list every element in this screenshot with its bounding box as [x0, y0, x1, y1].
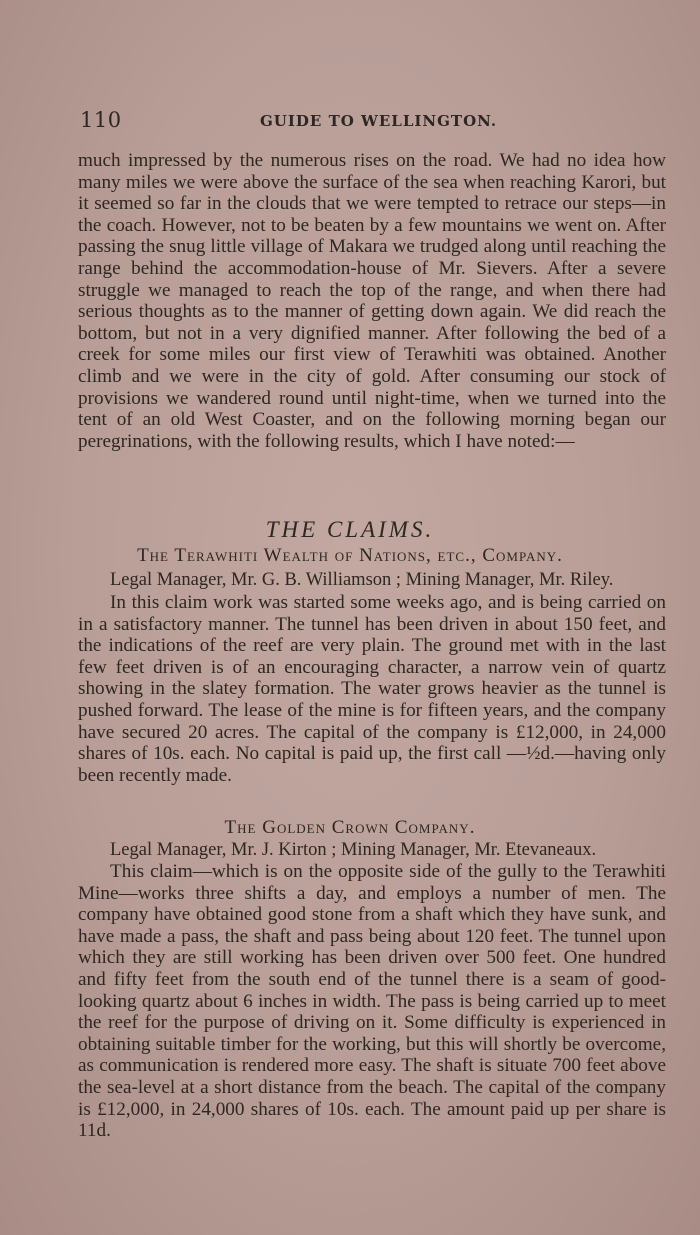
company-title-terawhiti: The Terawhiti Wealth of Nations, etc., Company. [137, 545, 563, 566]
page-header [80, 108, 600, 136]
company-title-golden-crown: The Golden Crown Company. [224, 817, 476, 838]
company-body-golden-crown: This claim—which is on the opposite side of the gully to the Terawhiti Mine—works three shifts a day, and employs a number of men. The company have obtained good stone from a shaft which they have sunk, and have made a pass, the shaft and pass being about 120 feet. The tunnel upon which they are still working has been driven over 500 feet. One hundred and fifty feet from the south end of the tunnel there is a seam of good-looking quartz about 6 inches in width. The pass is being carried up to meet the reef for the purpose of driving on it. Some difficulty is experienced in obtaining suitable timber for the working, but this will shortly be overcome, as communication is rendered more easy. The shaft is situate 700 feet above the sea-level at a short distance from the beach. The capital of the company is £12,000, in 24,000 shares of 10s. each. The amount paid up per share is 11d. [78, 861, 666, 1142]
company-body-terawhiti: In this claim work was started some weeks ago, and is being carried on in a satisfactory manner. The tunnel has been driven in about 150 feet, and the indications of the reef are very plain. The ground met with in the last few feet driven is of an encouraging character, a narrow vein of quartz showing in the slatey formation. The water grows heavier as the tunnel is pushed forward. The lease of the mine is for fifteen years, and the company have secured 20 acres. The capital of the company is £12,000, in 24,000 shares of 10s. each. No capital is paid up, the first call —½d.—having only been recently made. [78, 592, 666, 786]
intro-paragraph: much impressed by the numerous rises on the road. We had no idea how many miles we were above the surface of the sea when reaching Karori, but it seemed so far in the clouds that we were tempted to retrace our steps—in the coach. However, not to be beaten by a few mountains we went on. After passing the snug little village of Makara we trudged along until reaching the range behind the accommodation-house of Mr. Sievers. After a severe struggle we managed to reach the top of the range, and when there had serious thoughts as to the manner of getting down again. We did reach the bottom, but not in a very dignified manner. After following the bed of a creek for some miles our first view of Terawhiti was obtained. Another climb and we were in the city of gold. After consuming our stock of provisions we wandered round until night-time, when we turned into the tent of an old West Coaster, and on the following morning began our peregrinations, with the following results, which I have noted:— [78, 150, 666, 452]
company-managers-golden-crown: Legal Manager, Mr. J. Kirton ; Mining Manager, Mr. Etevaneaux. [110, 840, 597, 860]
page-number: 110 [80, 108, 122, 132]
company-managers-terawhiti: Legal Manager, Mr. G. B. Williamson ; Mining Manager, Mr. Riley. [110, 570, 614, 590]
section-title: THE CLAIMS. [265, 517, 435, 542]
running-head: GUIDE TO WELLINGTON. [260, 112, 498, 130]
